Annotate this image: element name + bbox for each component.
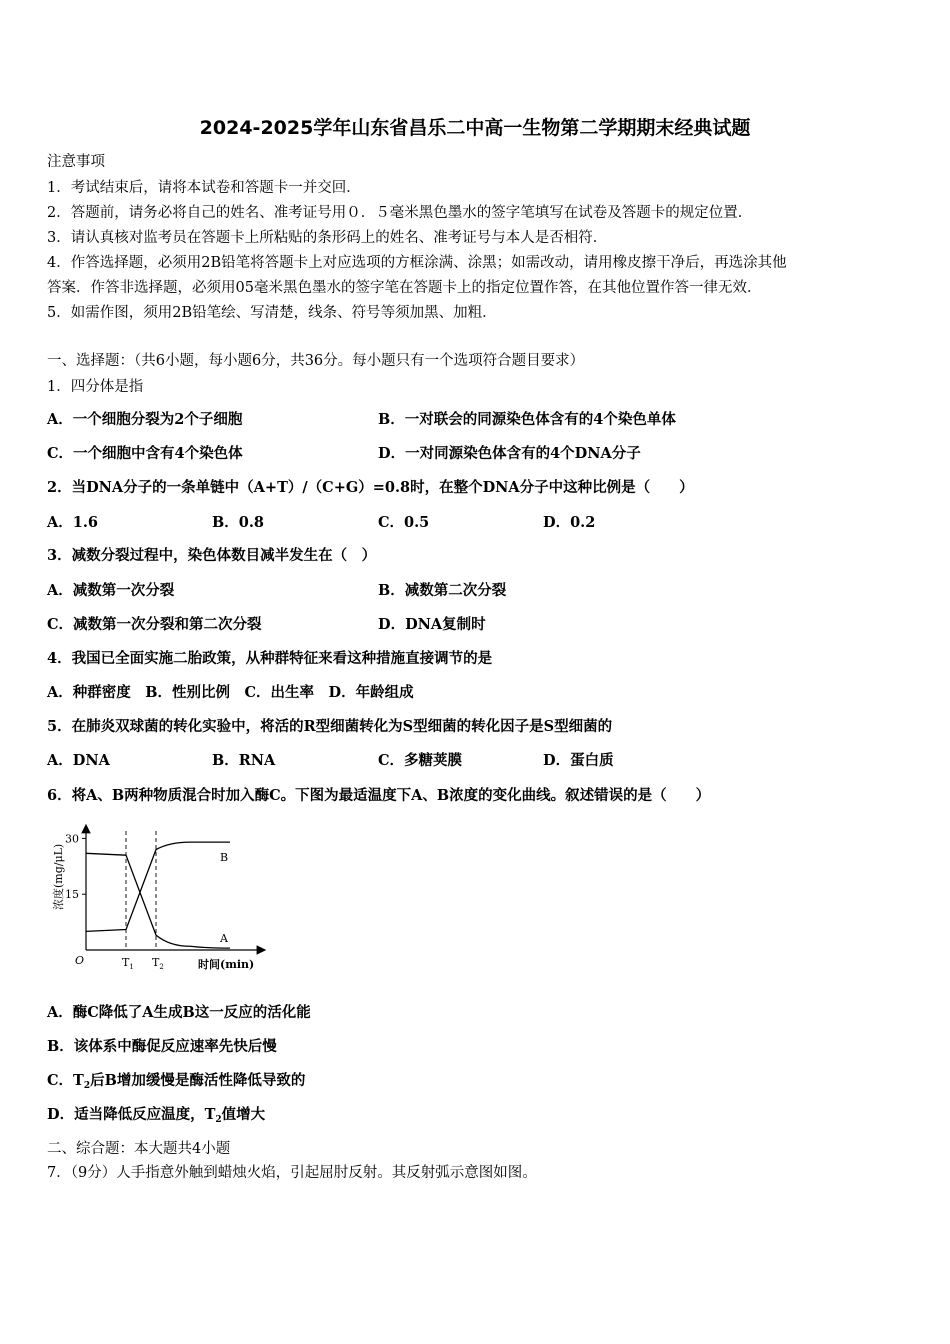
- notice-item: 5．如需作图，须用2B铅笔绘、写清楚，线条、符号等须加黑、加粗．: [47, 305, 497, 321]
- question-stem: 7．（9分）人手指意外触到蜡烛火焰，引起屈肘反射。其反射弧示意图如图。: [47, 1165, 537, 1181]
- notice-heading: 注意事项: [47, 154, 105, 170]
- option-b: B．RNA: [212, 752, 276, 769]
- option-c: C．$T_2$后B增加缓慢是酶活性降低导致的: [47, 1072, 306, 1091]
- notice-item: 2．答题前，请务必将自己的姓名、准考证号用０．５毫米黑色墨水的签字笔填写在试卷及答题卡的规定位置．: [47, 205, 753, 221]
- option-a: A．酶C降低了A生成B这一反应的活化能: [47, 1004, 311, 1021]
- y-tick-label: 15: [65, 888, 79, 902]
- section-heading: 一、选择题：（共6小题，每小题6分，共36分。每小题只有一个选项符合题目要求）: [47, 353, 585, 369]
- question-stem: 3．减数分裂过程中，染色体数目减半发生在（ ）: [47, 547, 377, 564]
- option-b: B．一对联会的同源染色体含有的4个染色单体: [378, 411, 676, 428]
- option-b: B．0.8: [212, 514, 264, 531]
- option-a: A．减数第一次分裂: [47, 582, 175, 599]
- y-tick-label: 30: [65, 832, 79, 846]
- option-c: C．一个细胞中含有4个染色体: [47, 445, 243, 462]
- option-d: D．一对同源染色体含有的4个DNA分子: [378, 445, 641, 462]
- series-line-b: [86, 842, 230, 931]
- option-c: C．多糖荚膜: [378, 752, 463, 769]
- notice-item: 答案．作答非选择题，必须用05毫米黑色墨水的签字笔在答题卡上的指定位置作答，在其他位置作答一律无效．: [47, 280, 762, 296]
- y-axis-label: 浓度(mg/μL): [52, 843, 65, 910]
- concentration-chart: [40, 815, 280, 985]
- question-stem: 4．我国已全面实施二胎政策，从种群特征来看这种措施直接调节的是: [47, 650, 493, 667]
- question-stem: 6．将A、B两种物质混合时加入酶C。下图为最适温度下A、B浓度的变化曲线。叙述错误的是（ ）: [47, 787, 711, 804]
- option-d: D．适当降低反应温度，$T_2$值增大: [47, 1106, 266, 1125]
- options-row: A．种群密度 B．性别比例 C．出生率 D．年龄组成: [47, 684, 414, 701]
- question-stem: 5．在肺炎双球菌的转化实验中，将活的R型细菌转化为S型细菌的转化因子是S型细菌的: [47, 718, 613, 735]
- option-c: C．0.5: [378, 514, 430, 531]
- series-label-b: B: [220, 851, 229, 864]
- section-heading: 二、综合题：本大题共4小题: [47, 1141, 231, 1157]
- option-a: A．1.6: [47, 514, 98, 531]
- notice-item: 1．考试结束后，请将本试卷和答题卡一并交回．: [47, 180, 361, 196]
- x-tick-t1: $T_1$: [122, 956, 134, 971]
- option-a: A．一个细胞分裂为2个子细胞: [47, 411, 243, 428]
- page-title: 2024-2025学年山东省昌乐二中高一生物第二学期期末经典试题: [199, 117, 751, 139]
- notice-item: 4．作答选择题，必须用2B铅笔将答题卡上对应选项的方框涂满、涂黑；如需改动，请用橡皮擦干净后，再选涂其他: [47, 255, 787, 271]
- option-c: C．减数第一次分裂和第二次分裂: [47, 616, 262, 633]
- option-d: D．蛋白质: [543, 752, 614, 769]
- option-d: D．DNA复制时: [378, 616, 486, 633]
- origin-label: O: [75, 954, 85, 967]
- question-stem: 2．当DNA分子的一条单链中（A+T）/（C+G）=0.8时，在整个DNA分子中这种比例是（ ）: [47, 479, 694, 496]
- x-axis-label: 时间(min): [198, 958, 255, 971]
- x-tick-t2: $T_2$: [152, 956, 164, 971]
- series-label-a: A: [220, 932, 228, 945]
- option-d: D．0.2: [543, 514, 596, 531]
- option-b: B．减数第二次分裂: [378, 582, 507, 599]
- option-a: A．DNA: [47, 752, 110, 769]
- notice-item: 3．请认真核对监考员在答题卡上所粘贴的条形码上的姓名、准考证号与本人是否相符．: [47, 230, 608, 246]
- question-stem: 1．四分体是指: [47, 379, 144, 395]
- series-line-a: [86, 853, 230, 948]
- option-b: B．该体系中酶促反应速率先快后慢: [47, 1038, 277, 1055]
